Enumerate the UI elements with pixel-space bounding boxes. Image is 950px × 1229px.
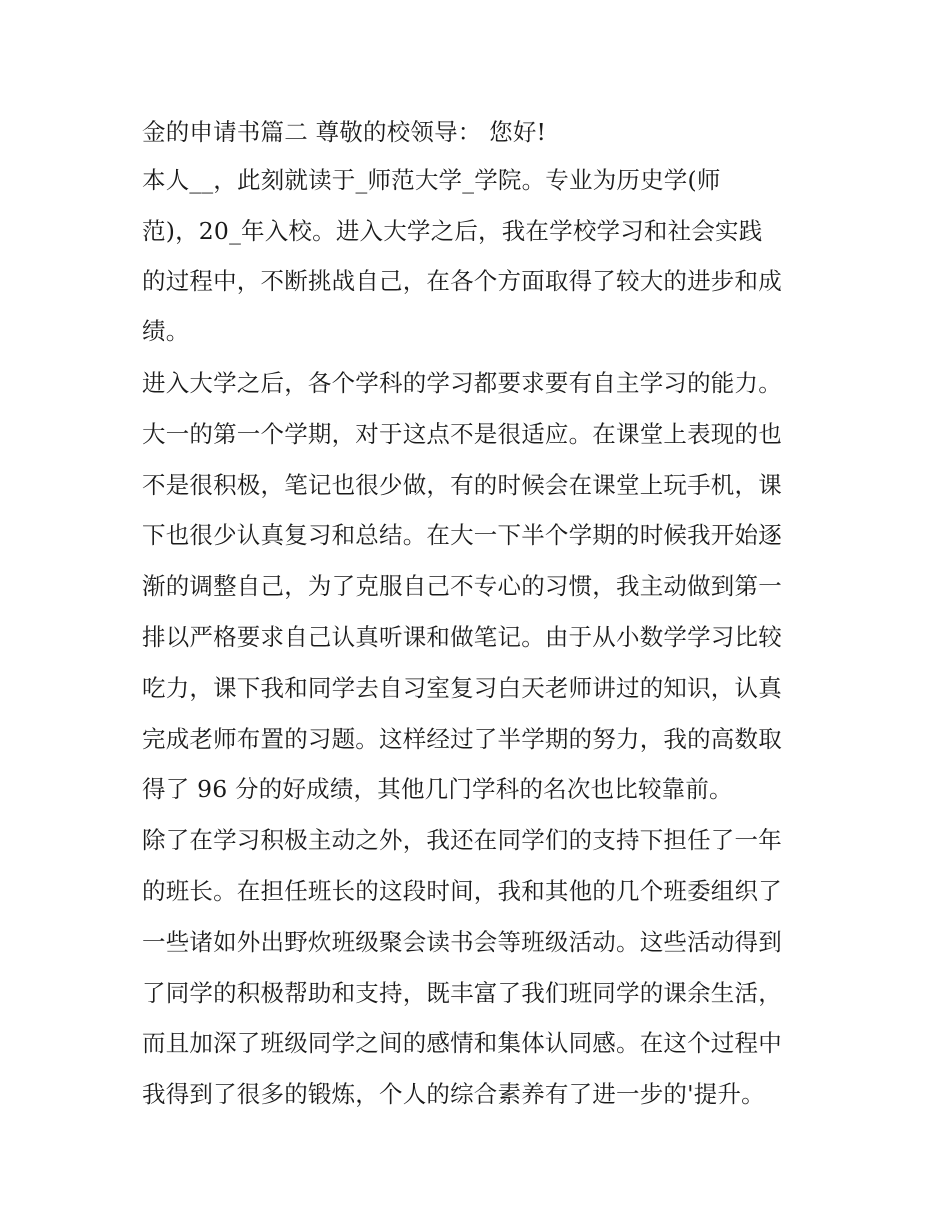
- text-line: 的过程中，不断挑战自己，在各个方面取得了较大的进步和成: [142, 267, 782, 295]
- text-line: 一些诸如外出野炊班级聚会读书会等班级活动。这些活动得到: [142, 928, 782, 956]
- text-line: 除了在学习积极主动之外，我还在同学们的支持下担任了一年: [142, 826, 782, 854]
- text-line: 金的申请书篇二 尊敬的校领导： 您好!: [142, 118, 547, 146]
- text-line: 吃力，课下我和同学去自习室复习白天老师讲过的知识，认真: [142, 674, 782, 702]
- text-line: 而且加深了班级同学之间的感情和集体认同感。在这个过程中: [142, 1029, 782, 1057]
- text-line: 了同学的积极帮助和支持，既丰富了我们班同学的课余生活，: [142, 979, 782, 1007]
- text-line: 本人__，此刻就读于_师范大学_学院。专业为历史学(师: [142, 166, 721, 194]
- text-line: 绩。: [142, 317, 190, 345]
- text-line: 下也很少认真复习和总结。在大一下半个学期的时候我开始逐: [142, 521, 782, 549]
- text-line: 得了 96 分的好成绩，其他几门学科的名次也比较靠前。: [142, 775, 733, 803]
- text-line: 渐的调整自己，为了克服自己不专心的习惯，我主动做到第一: [142, 572, 782, 600]
- text-line: 进入大学之后，各个学科的学习都要求要有自主学习的能力。: [142, 369, 782, 397]
- text-line: 我得到了很多的锻炼，个人的综合素养有了进一步的'提升。: [142, 1080, 765, 1108]
- text-line: 不是很积极，笔记也很少做，有的时候会在课堂上玩手机，课: [142, 471, 782, 499]
- text-line: 完成老师布置的习题。这样经过了半学期的努力，我的高数取: [142, 725, 782, 753]
- text-line: 范)，20_年入校。进入大学之后，我在学校学习和社会实践: [142, 217, 763, 245]
- text-line: 排以严格要求自己认真听课和做笔记。由于从小数学学习比较: [142, 623, 782, 651]
- text-line: 的班长。在担任班长的这段时间，我和其他的几个班委组织了: [142, 877, 782, 905]
- text-line: 大一的第一个学期，对于这点不是很适应。在课堂上表现的也: [142, 420, 782, 448]
